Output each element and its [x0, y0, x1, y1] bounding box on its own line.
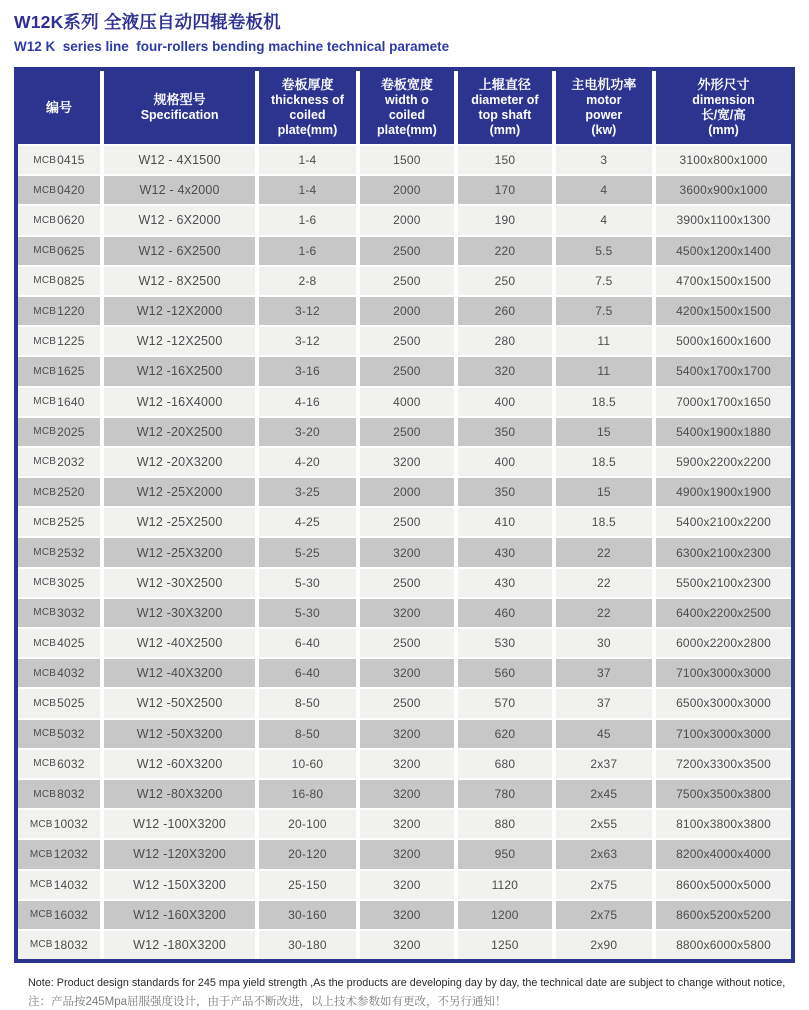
cell-power: 22 — [556, 569, 652, 597]
cell-thickness: 8-50 — [259, 689, 355, 717]
cell-code: MCB 8032 — [18, 780, 100, 808]
table-row — [18, 146, 791, 174]
cell-power: 37 — [556, 659, 652, 687]
note-english: Note: Product design standards for 245 mpa yield strength ,As the products are developing day by day, the technical date are subject to change without notice, — [28, 977, 786, 990]
cell-thickness: 3-16 — [259, 357, 355, 385]
cell-thickness: 5-25 — [259, 538, 355, 566]
cell-dimension: 7100x3000x3000 — [656, 720, 791, 748]
cell-thickness: 16-80 — [259, 780, 355, 808]
cell-code: MCB 1225 — [18, 327, 100, 355]
table-row — [18, 388, 791, 416]
cell-width: 2500 — [360, 267, 454, 295]
cell-width: 3200 — [360, 901, 454, 929]
cell-width: 2500 — [360, 569, 454, 597]
cell-thickness: 6-40 — [259, 659, 355, 687]
cell-spec: W12 -25X2500 — [104, 508, 255, 536]
cell-spec: W12 -12X2000 — [104, 297, 255, 325]
cell-spec: W12 -60X3200 — [104, 750, 255, 778]
cell-shaft: 560 — [458, 659, 552, 687]
cell-power: 3 — [556, 146, 652, 174]
cell-spec: W12 -100X3200 — [104, 810, 255, 838]
cell-thickness: 3-20 — [259, 418, 355, 446]
cell-width: 3200 — [360, 538, 454, 566]
cell-code: MCB 16032 — [18, 901, 100, 929]
cell-dimension: 6300x2100x2300 — [656, 538, 791, 566]
cell-thickness: 5-30 — [259, 599, 355, 627]
cell-thickness: 1-6 — [259, 237, 355, 265]
cell-thickness: 8-50 — [259, 720, 355, 748]
page-title: W12K系列 全液压自动四辊卷板机 — [14, 12, 281, 32]
cell-thickness: 1-4 — [259, 176, 355, 204]
footnotes — [28, 977, 795, 1009]
cell-power: 18.5 — [556, 388, 652, 416]
cell-spec: W12 -20X2500 — [104, 418, 255, 446]
cell-spec: W12 -180X3200 — [104, 931, 255, 959]
cell-power: 2x55 — [556, 810, 652, 838]
cell-dimension: 4500x1200x1400 — [656, 237, 791, 265]
cell-dimension: 5400x1700x1700 — [656, 357, 791, 385]
cell-code: MCB 1220 — [18, 297, 100, 325]
cell-spec: W12 -160X3200 — [104, 901, 255, 929]
cell-thickness: 4-16 — [259, 388, 355, 416]
table-row — [18, 297, 791, 325]
table-row — [18, 599, 791, 627]
table-row — [18, 659, 791, 687]
cell-width: 2500 — [360, 418, 454, 446]
cell-width: 4000 — [360, 388, 454, 416]
cell-thickness: 2-8 — [259, 267, 355, 295]
cell-code: MCB 3032 — [18, 599, 100, 627]
cell-spec: W12 -40X2500 — [104, 629, 255, 657]
cell-code: MCB 0415 — [18, 146, 100, 174]
cell-code: MCB 3025 — [18, 569, 100, 597]
cell-spec: W12 -16X4000 — [104, 388, 255, 416]
cell-power: 15 — [556, 478, 652, 506]
table-header — [18, 71, 791, 144]
cell-shaft: 430 — [458, 538, 552, 566]
table-row — [18, 206, 791, 234]
header-col-dimension: 外形尺寸 dimension 长/宽/高 (mm) — [656, 71, 791, 144]
cell-spec: W12 -20X3200 — [104, 448, 255, 476]
cell-dimension: 7100x3000x3000 — [656, 659, 791, 687]
cell-power: 2x75 — [556, 871, 652, 899]
cell-code: MCB 12032 — [18, 840, 100, 868]
cell-thickness: 4-20 — [259, 448, 355, 476]
table-row — [18, 448, 791, 476]
cell-code: MCB 5025 — [18, 689, 100, 717]
table-row — [18, 569, 791, 597]
header-col-width: 卷板宽度 width o coiled plate(mm) — [360, 71, 454, 144]
cell-width: 2000 — [360, 297, 454, 325]
cell-shaft: 400 — [458, 388, 552, 416]
cell-shaft: 350 — [458, 418, 552, 446]
cell-width: 1500 — [360, 146, 454, 174]
cell-code: MCB 2520 — [18, 478, 100, 506]
cell-power: 22 — [556, 538, 652, 566]
cell-power: 2x63 — [556, 840, 652, 868]
cell-thickness: 25-150 — [259, 871, 355, 899]
cell-width: 3200 — [360, 931, 454, 959]
cell-thickness: 5-30 — [259, 569, 355, 597]
cell-shaft: 280 — [458, 327, 552, 355]
cell-width: 2500 — [360, 508, 454, 536]
cell-thickness: 1-6 — [259, 206, 355, 234]
table-row — [18, 780, 791, 808]
cell-thickness: 3-12 — [259, 327, 355, 355]
cell-code: MCB 1625 — [18, 357, 100, 385]
cell-power: 37 — [556, 689, 652, 717]
cell-spec: W12 -12X2500 — [104, 327, 255, 355]
cell-shaft: 430 — [458, 569, 552, 597]
header-col-spec: 规格型号 Specification — [104, 71, 255, 144]
cell-code: MCB 0825 — [18, 267, 100, 295]
cell-width: 3200 — [360, 780, 454, 808]
cell-thickness: 3-25 — [259, 478, 355, 506]
table-row — [18, 931, 791, 959]
cell-dimension: 3600x900x1000 — [656, 176, 791, 204]
cell-thickness: 1-4 — [259, 146, 355, 174]
header-col-power: 主电机功率 motor power (kw) — [556, 71, 652, 144]
cell-spec: W12 - 8X2500 — [104, 267, 255, 295]
cell-thickness: 20-120 — [259, 840, 355, 868]
header-col-code: 编号 — [18, 71, 100, 144]
cell-dimension: 7500x3500x3800 — [656, 780, 791, 808]
cell-spec: W12 -80X3200 — [104, 780, 255, 808]
cell-shaft: 1250 — [458, 931, 552, 959]
table-row — [18, 538, 791, 566]
cell-width: 2500 — [360, 237, 454, 265]
cell-code: MCB 1640 — [18, 388, 100, 416]
cell-spec: W12 -25X2000 — [104, 478, 255, 506]
cell-power: 30 — [556, 629, 652, 657]
cell-dimension: 5500x2100x2300 — [656, 569, 791, 597]
cell-code: MCB 18032 — [18, 931, 100, 959]
table-row — [18, 750, 791, 778]
cell-dimension: 6000x2200x2800 — [656, 629, 791, 657]
cell-code: MCB 0620 — [18, 206, 100, 234]
cell-width: 2500 — [360, 689, 454, 717]
page-subtitle: W12 K series line four-rollers bending machine technical paramete — [14, 39, 450, 54]
table-row — [18, 176, 791, 204]
cell-power: 18.5 — [556, 448, 652, 476]
cell-thickness: 20-100 — [259, 810, 355, 838]
cell-power: 4 — [556, 206, 652, 234]
cell-dimension: 4200x1500x1500 — [656, 297, 791, 325]
cell-power: 15 — [556, 418, 652, 446]
cell-code: MCB 0625 — [18, 237, 100, 265]
cell-spec: W12 -30X2500 — [104, 569, 255, 597]
cell-spec: W12 -40X3200 — [104, 659, 255, 687]
cell-spec: W12 -16X2500 — [104, 357, 255, 385]
cell-thickness: 6-40 — [259, 629, 355, 657]
cell-code: MCB 2532 — [18, 538, 100, 566]
cell-width: 2000 — [360, 176, 454, 204]
cell-thickness: 30-180 — [259, 931, 355, 959]
cell-shaft: 570 — [458, 689, 552, 717]
cell-shaft: 400 — [458, 448, 552, 476]
cell-code: MCB 10032 — [18, 810, 100, 838]
cell-power: 2x90 — [556, 931, 652, 959]
cell-code: MCB 4032 — [18, 659, 100, 687]
cell-power: 7.5 — [556, 297, 652, 325]
table-row — [18, 478, 791, 506]
cell-dimension: 5000x1600x1600 — [656, 327, 791, 355]
cell-width: 3200 — [360, 659, 454, 687]
cell-power: 11 — [556, 357, 652, 385]
cell-width: 3200 — [360, 810, 454, 838]
cell-spec: W12 - 6X2500 — [104, 237, 255, 265]
cell-shaft: 950 — [458, 840, 552, 868]
cell-shaft: 530 — [458, 629, 552, 657]
cell-power: 22 — [556, 599, 652, 627]
cell-shaft: 460 — [458, 599, 552, 627]
cell-code: MCB 0420 — [18, 176, 100, 204]
cell-power: 4 — [556, 176, 652, 204]
cell-width: 3200 — [360, 599, 454, 627]
cell-shaft: 680 — [458, 750, 552, 778]
header-col-shaft: 上辊直径 diameter of top shaft (mm) — [458, 71, 552, 144]
cell-power: 7.5 — [556, 267, 652, 295]
cell-power: 2x75 — [556, 901, 652, 929]
cell-power: 2x37 — [556, 750, 652, 778]
cell-power: 2x45 — [556, 780, 652, 808]
spec-table — [14, 67, 795, 963]
cell-power: 5.5 — [556, 237, 652, 265]
cell-shaft: 260 — [458, 297, 552, 325]
cell-dimension: 4700x1500x1500 — [656, 267, 791, 295]
cell-dimension: 5400x2100x2200 — [656, 508, 791, 536]
cell-width: 2500 — [360, 327, 454, 355]
cell-shaft: 880 — [458, 810, 552, 838]
cell-dimension: 5400x1900x1880 — [656, 418, 791, 446]
table-row — [18, 871, 791, 899]
table-row — [18, 720, 791, 748]
table-row — [18, 629, 791, 657]
cell-shaft: 1120 — [458, 871, 552, 899]
cell-dimension: 3100x800x1000 — [656, 146, 791, 174]
cell-spec: W12 - 6X2000 — [104, 206, 255, 234]
cell-thickness: 30-160 — [259, 901, 355, 929]
cell-code: MCB 2025 — [18, 418, 100, 446]
table-row — [18, 418, 791, 446]
cell-dimension: 6500x3000x3000 — [656, 689, 791, 717]
cell-dimension: 8100x3800x3800 — [656, 810, 791, 838]
note-chinese: 注：产品按245Mpa屈服强度设计，由于产品不断改进，以上技术参数如有更改，不另行通知！ — [28, 996, 507, 1009]
cell-dimension: 8600x5200x5200 — [656, 901, 791, 929]
cell-thickness: 4-25 — [259, 508, 355, 536]
cell-dimension: 8600x5000x5000 — [656, 871, 791, 899]
cell-width: 2500 — [360, 357, 454, 385]
cell-shaft: 1200 — [458, 901, 552, 929]
table-row — [18, 689, 791, 717]
cell-width: 3200 — [360, 840, 454, 868]
table-body — [18, 146, 791, 959]
table-row — [18, 810, 791, 838]
cell-spec: W12 -50X3200 — [104, 720, 255, 748]
cell-dimension: 7000x1700x1650 — [656, 388, 791, 416]
cell-dimension: 6400x2200x2500 — [656, 599, 791, 627]
cell-width: 2000 — [360, 478, 454, 506]
cell-shaft: 620 — [458, 720, 552, 748]
cell-shaft: 250 — [458, 267, 552, 295]
cell-dimension: 5900x2200x2200 — [656, 448, 791, 476]
cell-shaft: 170 — [458, 176, 552, 204]
cell-spec: W12 -150X3200 — [104, 871, 255, 899]
cell-thickness: 10-60 — [259, 750, 355, 778]
cell-power: 18.5 — [556, 508, 652, 536]
cell-dimension: 8800x6000x5800 — [656, 931, 791, 959]
cell-code: MCB 6032 — [18, 750, 100, 778]
cell-spec: W12 -25X3200 — [104, 538, 255, 566]
cell-shaft: 780 — [458, 780, 552, 808]
cell-spec: W12 -30X3200 — [104, 599, 255, 627]
cell-spec: W12 -120X3200 — [104, 840, 255, 868]
cell-shaft: 190 — [458, 206, 552, 234]
cell-dimension: 4900x1900x1900 — [656, 478, 791, 506]
cell-width: 2000 — [360, 206, 454, 234]
cell-spec: W12 - 4X1500 — [104, 146, 255, 174]
cell-width: 3200 — [360, 871, 454, 899]
cell-code: MCB 2525 — [18, 508, 100, 536]
cell-width: 2500 — [360, 629, 454, 657]
cell-dimension: 7200x3300x3500 — [656, 750, 791, 778]
table-row — [18, 508, 791, 536]
cell-dimension: 8200x4000x4000 — [656, 840, 791, 868]
table-row — [18, 237, 791, 265]
table-row — [18, 901, 791, 929]
cell-width: 3200 — [360, 720, 454, 748]
cell-shaft: 410 — [458, 508, 552, 536]
cell-shaft: 150 — [458, 146, 552, 174]
cell-shaft: 350 — [458, 478, 552, 506]
cell-thickness: 3-12 — [259, 297, 355, 325]
cell-code: MCB 5032 — [18, 720, 100, 748]
cell-code: MCB 2032 — [18, 448, 100, 476]
table-row — [18, 357, 791, 385]
table-row — [18, 327, 791, 355]
cell-dimension: 3900x1100x1300 — [656, 206, 791, 234]
table-row — [18, 840, 791, 868]
header-col-thickness: 卷板厚度 thickness of coiled plate(mm) — [259, 71, 355, 144]
cell-code: MCB 4025 — [18, 629, 100, 657]
cell-shaft: 320 — [458, 357, 552, 385]
cell-shaft: 220 — [458, 237, 552, 265]
cell-power: 45 — [556, 720, 652, 748]
cell-code: MCB 14032 — [18, 871, 100, 899]
cell-spec: W12 -50X2500 — [104, 689, 255, 717]
cell-power: 11 — [556, 327, 652, 355]
cell-width: 3200 — [360, 750, 454, 778]
cell-width: 3200 — [360, 448, 454, 476]
cell-spec: W12 - 4x2000 — [104, 176, 255, 204]
table-row — [18, 267, 791, 295]
